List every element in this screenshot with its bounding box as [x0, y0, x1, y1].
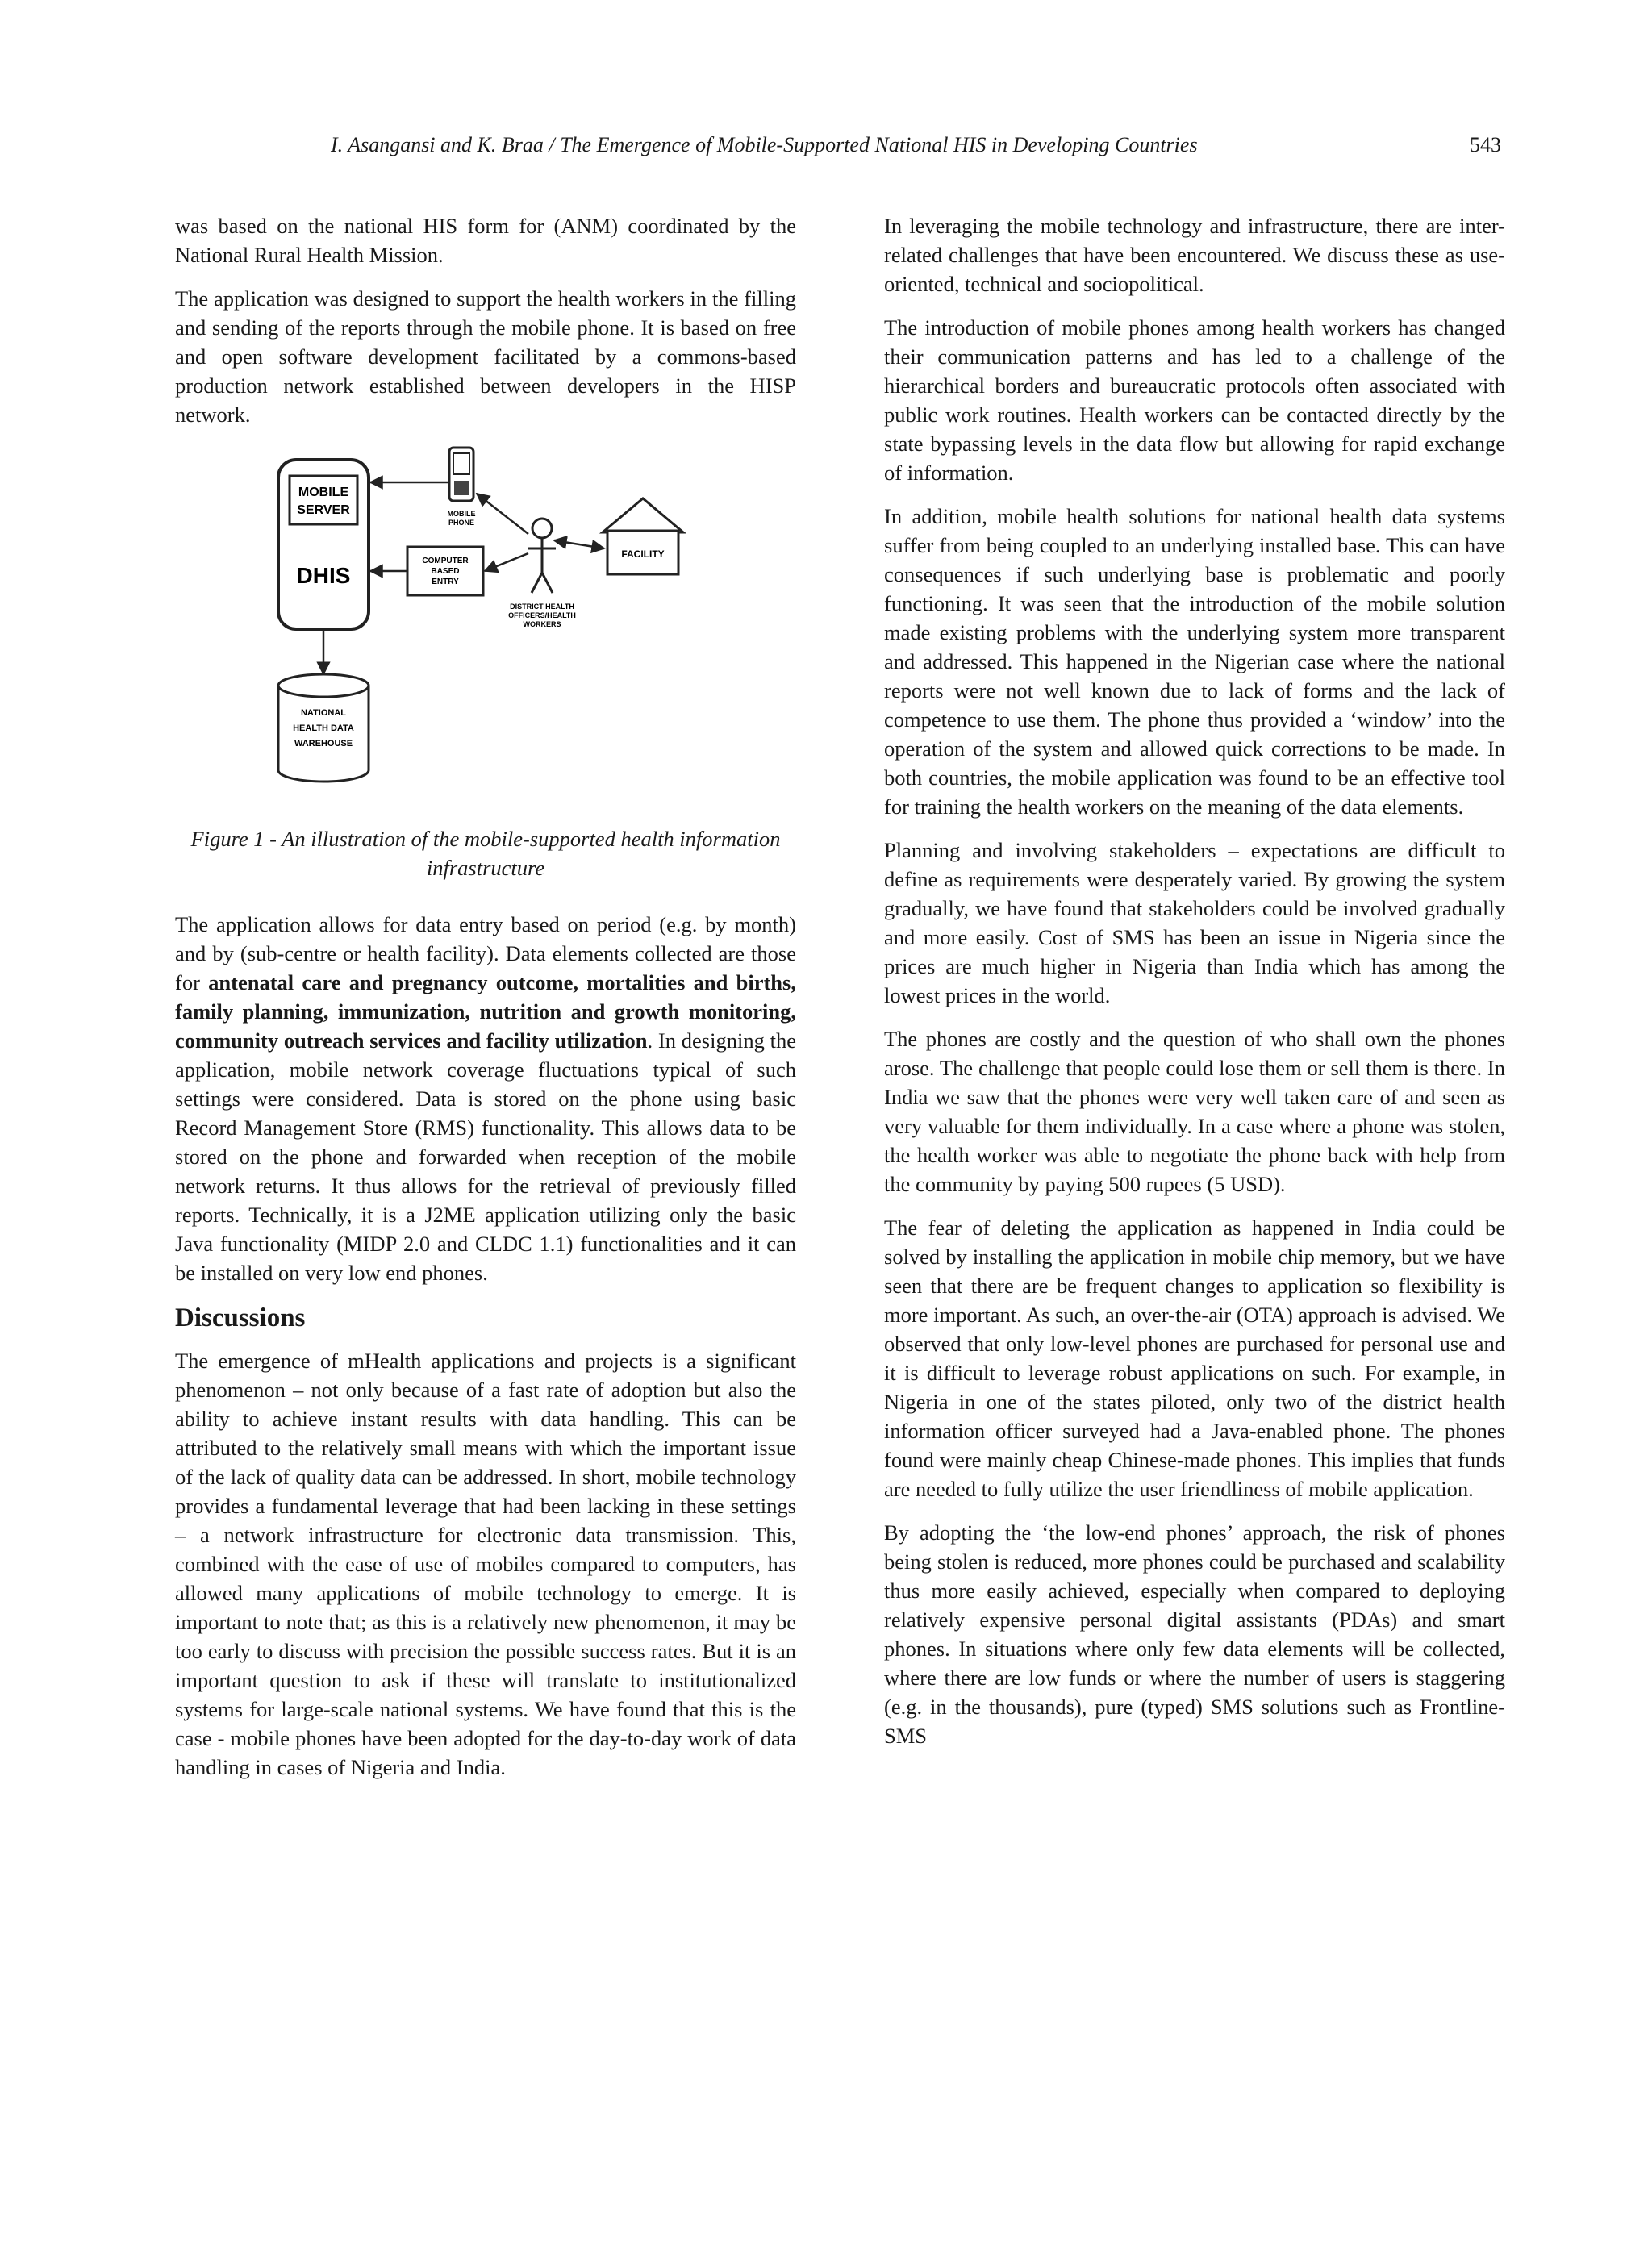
mobile-server-label-2: SERVER	[297, 503, 350, 517]
page-number: 543	[1470, 133, 1501, 156]
running-head: I. Asangansi and K. Braa / The Emergence of Mobile-Supported National HIS in Developing Countries	[331, 133, 1198, 156]
paragraph: The application was designed to support the health workers in the filling and sending of the reports through the mobile phone. It is based on free and open software development facilitated by a commons-based production network established between developers in the HISP network.	[175, 286, 796, 427]
mobile-phone-label-2: PHONE	[448, 519, 475, 527]
district-label-1: DISTRICT HEALTH	[510, 603, 574, 611]
mobile-phone-label-1: MOBILE	[447, 510, 476, 518]
data-warehouse-cylinder	[278, 674, 369, 782]
right-column	[884, 211, 1505, 1765]
paragraph: The phones are costly and the question of who shall own the phones arose. The challenge that people could lose them or sell them is there. In India we saw that the phones were very well taken care of and seen as very valuable for them individually. In a case where a phone was stolen, the health worker was able to negotiate the phone back with help from the community by paying 500 rupees (5 USD).	[884, 1027, 1505, 1196]
computer-entry-label-1: COMPUTER	[422, 557, 469, 565]
mobile-phone-icon	[448, 448, 476, 527]
figure-1	[175, 444, 796, 799]
bold-phrase: antenatal care and pregnancy outcome, mortalities and births, family planning, immunization, nutrition and growth monitoring, community outreach services and facility utilization	[175, 970, 796, 1053]
computer-entry-box	[407, 547, 483, 595]
computer-entry-label-3: ENTRY	[432, 578, 459, 586]
computer-entry-label-2: BASED	[431, 567, 460, 576]
paragraph: The fear of deleting the application as happened in India could be solved by installing the application in mobile chip memory, but we have seen that there are be frequent changes to application so flexibility is more important. As such, an over-the-air (OTA) approach is advised. We observed that only low-level phones are purchased for personal use and it is difficult to leverage robust applications on such. For example, in Nigeria in one of the states piloted, only two of the district health information officer surveyed had a Java-enabled phone. The phones found were mainly cheap Chinese-made phones. This implies that funds are needed to fully utilize the user friendliness of mobile application.	[884, 1215, 1505, 1501]
paragraph: The application allows for data entry based on period (e.g. by month) and by (sub-centre or health facility). Data elements collected are those for antenatal care and pregnancy outcome, mortalities and births, family planning, immunization, nutrition and growth monitoring, community outreach services and facility utilization. In designing the application, mobile network coverage fluctuations typical of such settings were considered. Data is stored on the phone using basic Record Management Store (RMS) functionality. This allows data to be stored on the phone and forwarded when reception of the mobile network returns. It thus allows for the retrieval of previously filled reports. Technically, it is a J2ME application utilizing only the basic Java functionality (MIDP 2.0 and CLDC 1.1) functionalities and it can be installed on very low end phones.	[175, 912, 797, 1285]
facility-house-icon	[603, 498, 683, 574]
dhis-label: DHIS	[296, 563, 351, 588]
paragraph: The introduction of mobile phones among health workers has changed their communication patterns and has led to a challenge of the hierarchical borders and bureaucratic protocols often associated with public work routines. Health workers can be contacted directly by the state bypassing levels in the data flow but allowing for rapid exchange of information.	[884, 315, 1505, 485]
district-label-3: WORKERS	[523, 620, 561, 628]
figure-caption: Figure 1 - An illustration of the mobile-supported health information infrastructure	[190, 827, 781, 880]
paragraph: In leveraging the mobile technology and infrastructure, there are inter-related challenges that have been encountered. We discuss these as use-oriented, technical and sociopolitical.	[884, 214, 1505, 296]
dhis-server-box	[278, 460, 369, 629]
warehouse-label-2: HEALTH DATA	[293, 723, 354, 733]
warehouse-label-1: NATIONAL	[300, 708, 347, 718]
mobile-server-label-1: MOBILE	[298, 486, 349, 499]
left-column	[175, 211, 796, 1796]
warehouse-label-3: WAREHOUSE	[294, 739, 353, 748]
paragraph: The emergence of mHealth applications and projects is a significant phenomenon – not only because of a fast rate of adoption but also the ability to achieve instant results with data handling. This can be attributed to the relatively small means with which the important issue of the lack of quality data can be addressed. In short, mobile technology provides a fundamental leverage that had been lacking in these settings – a network infrastructure for electronic data transmission. This, combined with the ease of use of mobiles compared to computers, has allowed many applications of mobile technology to emerge. It is important to note that; as this is a relatively new phenomenon, it may be too early to discuss with precision the possible success rates. But it is an important question to ask if these will translate to institutionalized systems for large-scale national systems. We have found that this is the case - mobile phones have been adopted for the day-to-day work of data handling in cases of Nigeria and India.	[175, 1349, 796, 1779]
paragraph: In addition, mobile health solutions for national health data systems suffer from being coupled to an underlying installed base. This can have consequences if such underlying base is problematic and poorly functioning. It was seen that the introduction of the mobile solution made existing problems with the underlying system more transparent and addressed. This happened in the Nigerian case where the national reports were not well known due to lack of forms and the lack of competence to use them. The phone thus provided a ‘window’ into the operation of the system and allowed quick corrections to be made. In both countries, the mobile application was found to be an effective tool for training the health workers on the meaning of the data elements.	[884, 504, 1505, 819]
paragraph: Planning and involving stakeholders – expectations are difficult to define as requirements were desperately varied. By growing the system gradually, we have found that stakeholders could be involved gradually and more easily. Cost of SMS has been an issue in Nigeria since the prices are much higher in Nigeria than India which has among the lowest prices in the world.	[884, 838, 1505, 1007]
paragraph: By adopting the ‘the low-end phones’ approach, the risk of phones being stolen is reduced, more phones could be purchased and scalability thus more easily achieved, especially when compared to deploying relatively expensive personal digital assistants (PDAs) and smart phones. In situations where only few data elements will be collected, where there are low funds or where the number of users is staggering (e.g. in the thousands), pure (typed) SMS solutions such as Frontline-SMS	[884, 1520, 1505, 1748]
health-worker-figure	[528, 519, 556, 593]
district-label-2: OFFICERS/HEALTH	[508, 611, 576, 619]
facility-label: FACILITY	[621, 548, 665, 560]
paragraph: was based on the national HIS form for (ANM) coordinated by the National Rural Health Mission.	[175, 214, 796, 267]
section-heading: Discussions	[175, 1303, 306, 1332]
